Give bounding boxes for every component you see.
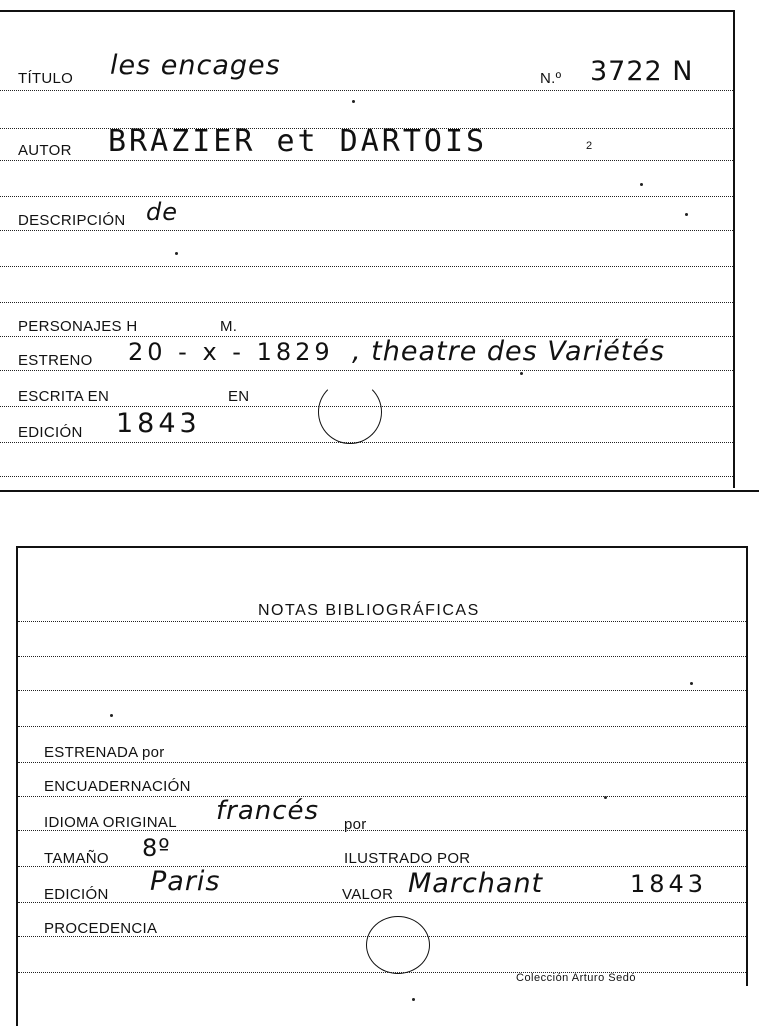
titulo-label: TÍTULO xyxy=(18,70,74,87)
ruled-line xyxy=(18,656,746,657)
ruled-line xyxy=(0,476,733,477)
ruled-line xyxy=(0,196,733,197)
card-bottom-border xyxy=(0,490,759,492)
tamano-value: 8º xyxy=(142,834,171,862)
card-top-border xyxy=(18,546,748,548)
edicion-label: EDICIÓN xyxy=(18,424,83,441)
catalog-card-back xyxy=(0,520,759,1028)
speck xyxy=(520,372,523,375)
por-label: por xyxy=(344,816,367,833)
ruled-line xyxy=(18,726,746,727)
escrita-label: ESCRITA EN xyxy=(18,388,110,405)
ruled-line xyxy=(18,972,746,973)
descripcion-label: DESCRIPCIÓN xyxy=(18,212,126,229)
procedencia-label: PROCEDENCIA xyxy=(44,920,158,937)
estreno-place: , theatre des Variétés xyxy=(352,336,666,367)
idioma-label: IDIOMA ORIGINAL xyxy=(44,814,177,831)
autor-suffix: 2 xyxy=(586,140,593,152)
edicion-value: 1843 xyxy=(116,408,201,439)
descripcion-value: de xyxy=(146,198,178,226)
estreno-date: 20 - x - 1829 xyxy=(128,338,334,366)
notas-heading: NOTAS BIBLIOGRÁFICAS xyxy=(258,602,480,619)
numero-value: 3722 N xyxy=(590,56,694,87)
ruled-line xyxy=(0,266,733,267)
card-right-border xyxy=(733,10,735,488)
valor-year: 1843 xyxy=(630,870,708,898)
autor-label: AUTOR xyxy=(18,142,72,159)
card-top-border xyxy=(0,10,735,12)
speck xyxy=(690,682,693,685)
estreno-label: ESTRENO xyxy=(18,352,93,369)
ruled-line xyxy=(0,230,733,231)
edicion-label: EDICIÓN xyxy=(44,886,109,903)
edicion-value: Paris xyxy=(150,866,221,897)
collection-stamp: Colección Arturo Sedó xyxy=(516,972,636,984)
numero-label: N.º xyxy=(540,70,562,87)
ruled-line xyxy=(18,621,746,622)
ruled-line xyxy=(18,690,746,691)
speck xyxy=(175,252,178,255)
ruled-line xyxy=(0,370,733,371)
ruled-line xyxy=(18,796,746,797)
card-left-border xyxy=(16,546,18,1026)
titulo-value: les encages xyxy=(110,50,281,81)
escrita-en-label: EN xyxy=(228,388,250,405)
speck xyxy=(110,714,113,717)
catalog-card-front xyxy=(0,0,759,492)
estrenada-label: ESTRENADA por xyxy=(44,744,165,761)
ruled-line xyxy=(0,442,733,443)
autor-value: BRAZIER et DARTOIS xyxy=(108,124,488,159)
punch-hole xyxy=(318,380,382,444)
tamano-label: TAMAÑO xyxy=(44,850,109,867)
speck xyxy=(604,796,607,799)
card-right-border xyxy=(746,546,748,986)
ilustrado-label: ILUSTRADO POR xyxy=(344,850,471,867)
speck xyxy=(412,998,415,1001)
speck xyxy=(352,100,355,103)
speck xyxy=(640,183,643,186)
ruled-line xyxy=(0,302,733,303)
personajes-m-label: M. xyxy=(220,318,238,335)
ruled-line xyxy=(18,762,746,763)
valor-value: Marchant xyxy=(408,868,544,899)
ruled-line xyxy=(0,160,733,161)
speck xyxy=(685,213,688,216)
encuadernacion-label: ENCUADERNACIÓN xyxy=(44,778,191,795)
personajes-label: PERSONAJES H xyxy=(18,318,138,335)
valor-label: VALOR xyxy=(342,886,394,903)
ruled-line xyxy=(0,90,733,91)
idioma-value: francés xyxy=(216,796,320,826)
punch-hole xyxy=(366,916,430,974)
